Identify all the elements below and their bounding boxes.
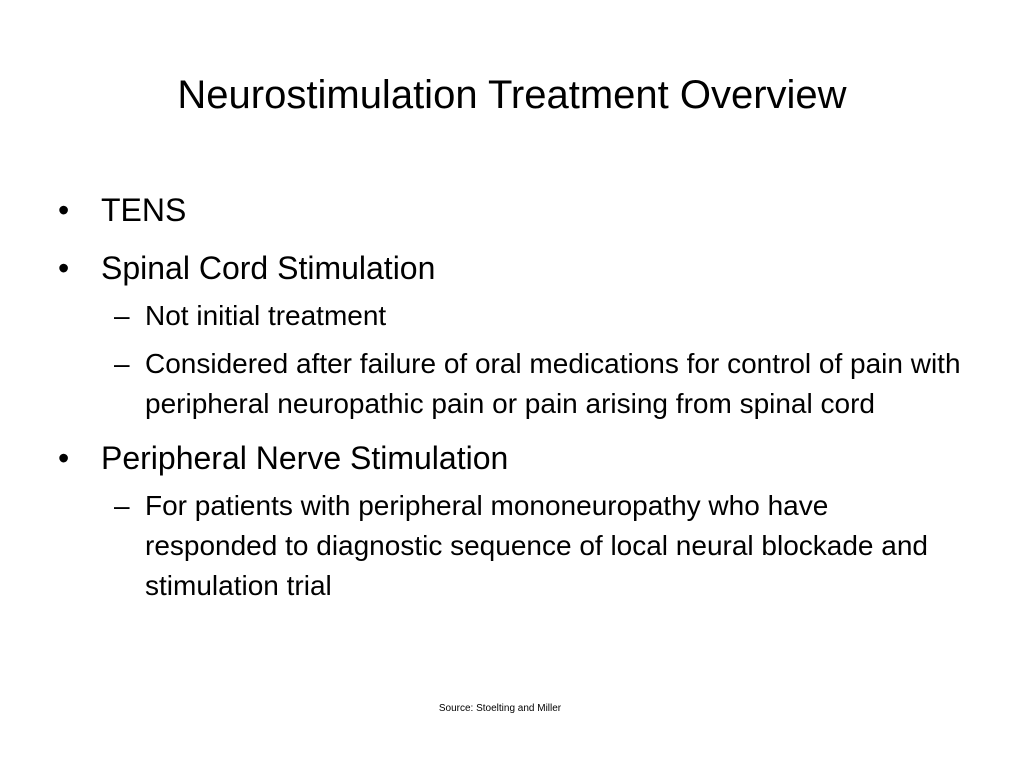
source-citation: Source: Stoelting and Miller xyxy=(438,703,562,714)
bullet-marker: • xyxy=(58,440,70,476)
sub-item xyxy=(101,344,978,424)
bullet-spinal-cord-stimulation xyxy=(58,246,978,424)
bullet-label: Peripheral Nerve Stimulation xyxy=(101,440,509,476)
bullet-peripheral-nerve-stimulation xyxy=(58,436,978,606)
bullet-tens xyxy=(58,188,978,232)
sub-item xyxy=(101,296,978,336)
sub-list xyxy=(101,296,978,424)
sub-item xyxy=(101,486,978,606)
sub-item-text: Not initial treatment xyxy=(145,300,387,331)
bullet-list xyxy=(58,188,978,620)
sub-item-text: For patients with peripheral mononeuropathy who have responded to diagnostic sequence of local neural blockade and stimulation trial xyxy=(145,490,929,601)
dash-marker: – xyxy=(114,300,130,331)
bullet-label: Spinal Cord Stimulation xyxy=(101,250,436,286)
slide-title: Neurostimulation Treatment Overview xyxy=(177,73,847,117)
dash-marker: – xyxy=(114,348,130,379)
bullet-label: TENS xyxy=(101,192,187,228)
dash-marker: – xyxy=(114,490,130,521)
bullet-marker: • xyxy=(58,250,70,286)
sub-item-text: Considered after failure of oral medications for control of pain with peripheral neuropathic pain or pain arising from spinal cord xyxy=(145,348,961,419)
sub-list xyxy=(101,486,978,606)
bullet-marker: • xyxy=(58,192,70,228)
